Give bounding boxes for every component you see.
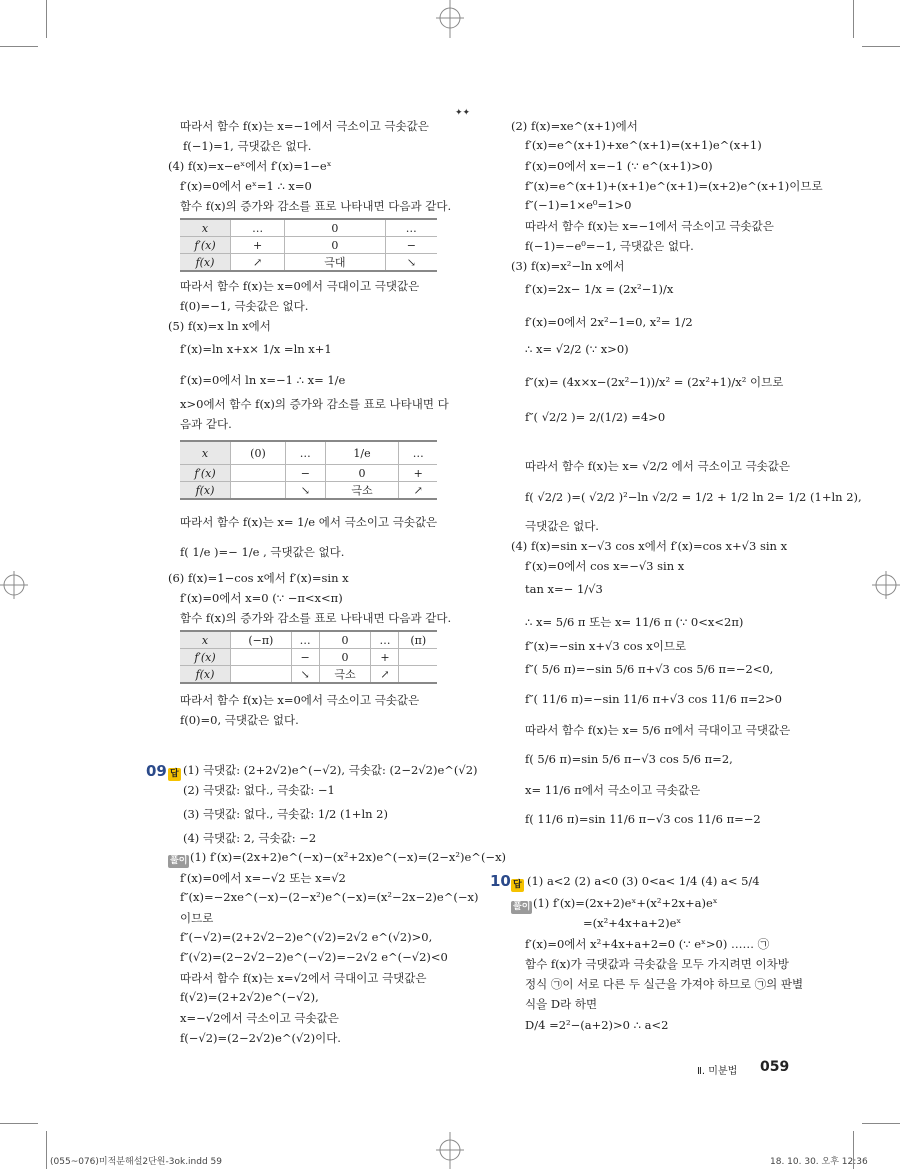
table-cell: … (399, 441, 437, 465)
solution-badge: 풀이 (513, 902, 531, 912)
solution-line: 따라서 함수 f(x)는 x=√2에서 극대이고 극댓값은 (180, 971, 427, 985)
table-cell: f′(x) (180, 649, 231, 666)
right-line: f″(−1)=1×e⁰=1>0 (525, 198, 632, 212)
table-cell: 0 (285, 237, 385, 254)
table-cell: ↗ (399, 482, 437, 500)
answer-line: (1) 극댓값: (2+2√2)e^(−√2), 극솟값: (2−2√2)e^(√2) (183, 763, 478, 777)
right-line: f( 5/6 π)=sin 5/6 π−√3 cos 5/6 π=2, (525, 752, 733, 766)
table-cell: 극소 (325, 482, 399, 500)
right-line: f″(x)=−sin x+√3 cos x이므로 (525, 639, 687, 653)
table-cell: + (371, 649, 399, 666)
solution-line: 정식 ㉠이 서로 다른 두 실근을 가져야 하므로 ㉠의 판별 (525, 977, 804, 991)
right-line: f″(x)= (4x×x−(2x²−1))/x² = (2x²+1)/x² 이므로 (525, 375, 784, 389)
right-line: f( 11/6 π)=sin 11/6 π−√3 cos 11/6 π=−2 (525, 812, 761, 826)
right-line: f′(x)=0에서 cos x=−√3 sin x (525, 559, 685, 573)
solution-line: f′(x)=0에서 x²+4x+a+2=0 (∵ eˣ>0) …… ㉠ (525, 937, 770, 951)
question-number: 09 (146, 762, 167, 780)
table-increase-decrease-6 (180, 630, 437, 684)
right-line: tan x=− 1/√3 (525, 582, 603, 596)
crop-mark (0, 1123, 38, 1124)
left-line: f( 1/e )=− 1/e , 극댓값은 없다. (180, 545, 345, 559)
table-cell: ↗ (231, 254, 285, 272)
table-cell: 극소 (319, 666, 371, 684)
solution-line: f′(x)=0에서 x=−√2 또는 x=√2 (180, 871, 346, 885)
left-line: f′(x)=0에서 x=0 (∵ −π<x<π) (180, 591, 343, 605)
table-cell: 0 (285, 219, 385, 237)
crop-mark (46, 0, 47, 38)
table-cell: … (385, 219, 437, 237)
table-cell (231, 482, 286, 500)
right-line: ∴ x= √2/2 (∵ x>0) (525, 342, 629, 356)
solution-line: x=−√2에서 극소이고 극솟값은 (180, 1011, 339, 1025)
print-date: 18. 10. 30. 오후 12:36 (770, 1157, 868, 1167)
table-increase-decrease-5 (180, 440, 437, 500)
right-line: f″(x)=e^(x+1)+(x+1)e^(x+1)=(x+2)e^(x+1)이므로 (525, 179, 823, 193)
table-cell: f(x) (180, 666, 231, 684)
table-cell: − (291, 649, 319, 666)
right-line: 따라서 함수 f(x)는 x= 5/6 π에서 극대이고 극댓값은 (525, 723, 791, 737)
table-cell: ↘ (385, 254, 437, 272)
solution-line: f(−√2)=(2−2√2)e^(√2)이다. (180, 1031, 341, 1045)
left-line: f(−1)=1, 극댓값은 없다. (183, 139, 312, 153)
right-line: f″( √2/2 )= 2/(1/2) =4>0 (525, 410, 666, 424)
table-cell: f′(x) (180, 237, 231, 254)
registration-mark-right (870, 565, 900, 605)
left-line: (5) f(x)=x ln x에서 (168, 319, 271, 333)
file-name: (055~076)미적분해설2단원-3ok.indd 59 (50, 1157, 223, 1167)
table-cell: − (385, 237, 437, 254)
right-line: 따라서 함수 f(x)는 x=−1에서 극소이고 극솟값은 (525, 219, 774, 233)
solution-line: =(x²+4x+a+2)eˣ (583, 916, 682, 930)
table-increase-decrease-4 (180, 218, 437, 272)
left-line: 따라서 함수 f(x)는 x=0에서 극소이고 극솟값은 (180, 693, 420, 707)
table-cell: 0 (319, 649, 371, 666)
answer-badge: 답 (170, 769, 179, 779)
table-cell: x (180, 219, 231, 237)
right-line: f′(x)=e^(x+1)+xe^(x+1)=(x+1)e^(x+1) (525, 138, 762, 152)
table-cell (399, 649, 437, 666)
ornament-icon: ✦✦ (455, 108, 471, 118)
registration-mark-top (430, 0, 470, 40)
table-cell: … (371, 631, 399, 649)
table-cell: (0) (231, 441, 286, 465)
table-cell: … (231, 219, 285, 237)
right-line: ∴ x= 5/6 π 또는 x= 11/6 π (∵ 0<x<2π) (525, 615, 744, 629)
crop-mark (853, 0, 854, 38)
table-cell (399, 666, 437, 684)
left-line: 함수 f(x)의 증가와 감소를 표로 나타내면 다음과 같다. (180, 199, 452, 213)
table-cell: … (285, 441, 325, 465)
right-line: f( √2/2 )=( √2/2 )²−ln √2/2 = 1/2 + 1/2 ln 2= 1/2 (1+ln 2), (525, 490, 862, 504)
left-line: f′(x)=0에서 eˣ=1 ∴ x=0 (180, 179, 312, 193)
table-cell: f′(x) (180, 465, 231, 482)
table-cell: ↘ (291, 666, 319, 684)
table-cell: 극대 (285, 254, 385, 272)
right-line: f′(x)=0에서 x=−1 (∵ e^(x+1)>0) (525, 159, 713, 173)
table-cell: ↘ (285, 482, 325, 500)
left-line: (4) f(x)=x−eˣ에서 f′(x)=1−eˣ (168, 159, 332, 173)
right-line: 따라서 함수 f(x)는 x= √2/2 에서 극소이고 극솟값은 (525, 459, 791, 473)
table-cell: x (180, 631, 231, 649)
solution-line: (1) f′(x)=(2x+2)e^(−x)−(x²+2x)e^(−x)=(2−x²)e^(−x) (190, 850, 507, 864)
table-cell: (−π) (231, 631, 292, 649)
table-cell: f(x) (180, 482, 231, 500)
left-line: 따라서 함수 f(x)는 x= 1/e 에서 극소이고 극솟값은 (180, 515, 438, 529)
crop-mark (0, 46, 38, 47)
table-cell: 0 (325, 465, 399, 482)
table-cell: x (180, 441, 231, 465)
table-cell: + (399, 465, 437, 482)
right-line: (4) f(x)=sin x−√3 cos x에서 f′(x)=cos x+√3 sin x (511, 539, 788, 553)
right-line: f″( 5/6 π)=−sin 5/6 π+√3 cos 5/6 π=−2<0, (525, 662, 774, 676)
left-line: f′(x)=0에서 ln x=−1 ∴ x= 1/e (180, 373, 346, 387)
left-line: 따라서 함수 f(x)는 x=0에서 극대이고 극댓값은 (180, 279, 420, 293)
solution-line: 함수 f(x)가 극댓값과 극솟값을 모두 가지려면 이차방 (525, 957, 789, 971)
left-line: (6) f(x)=1−cos x에서 f′(x)=sin x (168, 571, 349, 585)
table-cell (231, 649, 292, 666)
solution-line: D/4 =2²−(a+2)>0 ∴ a<2 (525, 1018, 669, 1032)
answer-line: (2) 극댓값: 없다., 극솟값: −1 (183, 783, 335, 797)
solution-line: f″(−√2)=(2+2√2−2)e^(√2)=2√2 e^(√2)>0, (180, 930, 433, 944)
solution-badge: 풀이 (170, 856, 188, 866)
table-cell: f(x) (180, 254, 231, 272)
right-line: 극댓값은 없다. (525, 519, 599, 533)
left-line: 함수 f(x)의 증가와 감소를 표로 나타내면 다음과 같다. (180, 611, 452, 625)
table-cell: 1/e (325, 441, 399, 465)
left-line: x>0에서 함수 f(x)의 증가와 감소를 표로 나타내면 다 (180, 397, 449, 411)
table-cell: ↗ (371, 666, 399, 684)
table-cell (231, 666, 292, 684)
table-cell: + (231, 237, 285, 254)
question-number: 10 (490, 872, 511, 890)
solution-line: 이므로 (180, 911, 214, 925)
table-cell (231, 465, 286, 482)
crop-mark (46, 1131, 47, 1169)
left-line: f′(x)=ln x+x× 1/x =ln x+1 (180, 342, 332, 356)
chapter-label: Ⅱ. 미분법 (697, 1066, 738, 1077)
left-line: 음과 같다. (180, 417, 232, 431)
solution-line: f(√2)=(2+2√2)e^(−√2), (180, 990, 319, 1004)
crop-mark (862, 46, 900, 47)
left-line: f(0)=0, 극댓값은 없다. (180, 713, 299, 727)
solution-line: 식을 D라 하면 (525, 997, 598, 1011)
answer-badge: 답 (513, 880, 522, 890)
answer-line: (4) 극댓값: 2, 극솟값: −2 (183, 831, 317, 845)
answer-line: (1) a<2 (2) a<0 (3) 0<a< 1/4 (4) a< 5/4 (527, 874, 760, 888)
right-line: (2) f(x)=xe^(x+1)에서 (511, 119, 638, 133)
right-line: x= 11/6 π에서 극소이고 극솟값은 (525, 783, 701, 797)
table-cell: 0 (319, 631, 371, 649)
crop-mark (862, 1123, 900, 1124)
left-line: 따라서 함수 f(x)는 x=−1에서 극소이고 극솟값은 (180, 119, 429, 133)
solution-line: f″(√2)=(2−2√2−2)e^(−√2)=−2√2 e^(−√2)<0 (180, 950, 448, 964)
solution-line: f″(x)=−2xe^(−x)−(2−x²)e^(−x)=(x²−2x−2)e^(−x) (180, 890, 479, 904)
registration-mark-left (0, 565, 30, 605)
right-line: f′(x)=2x− 1/x = (2x²−1)/x (525, 282, 674, 296)
right-line: f(−1)=−e⁰=−1, 극댓값은 없다. (525, 239, 694, 253)
table-cell: … (291, 631, 319, 649)
answer-tag (168, 765, 181, 781)
registration-mark-bottom (430, 1130, 470, 1169)
table-cell: (π) (399, 631, 437, 649)
right-line: f″( 11/6 π)=−sin 11/6 π+√3 cos 11/6 π=2>0 (525, 692, 782, 706)
left-line: f(0)=−1, 극솟값은 없다. (180, 299, 309, 313)
answer-line: (3) 극댓값: 없다., 극솟값: 1/2 (1+ln 2) (183, 807, 388, 821)
right-line: f′(x)=0에서 2x²−1=0, x²= 1/2 (525, 315, 693, 329)
solution-line: (1) f′(x)=(2x+2)eˣ+(x²+2x+a)eˣ (533, 896, 718, 910)
page-number: 059 (760, 1059, 790, 1075)
table-cell: − (285, 465, 325, 482)
right-line: (3) f(x)=x²−ln x에서 (511, 259, 625, 273)
